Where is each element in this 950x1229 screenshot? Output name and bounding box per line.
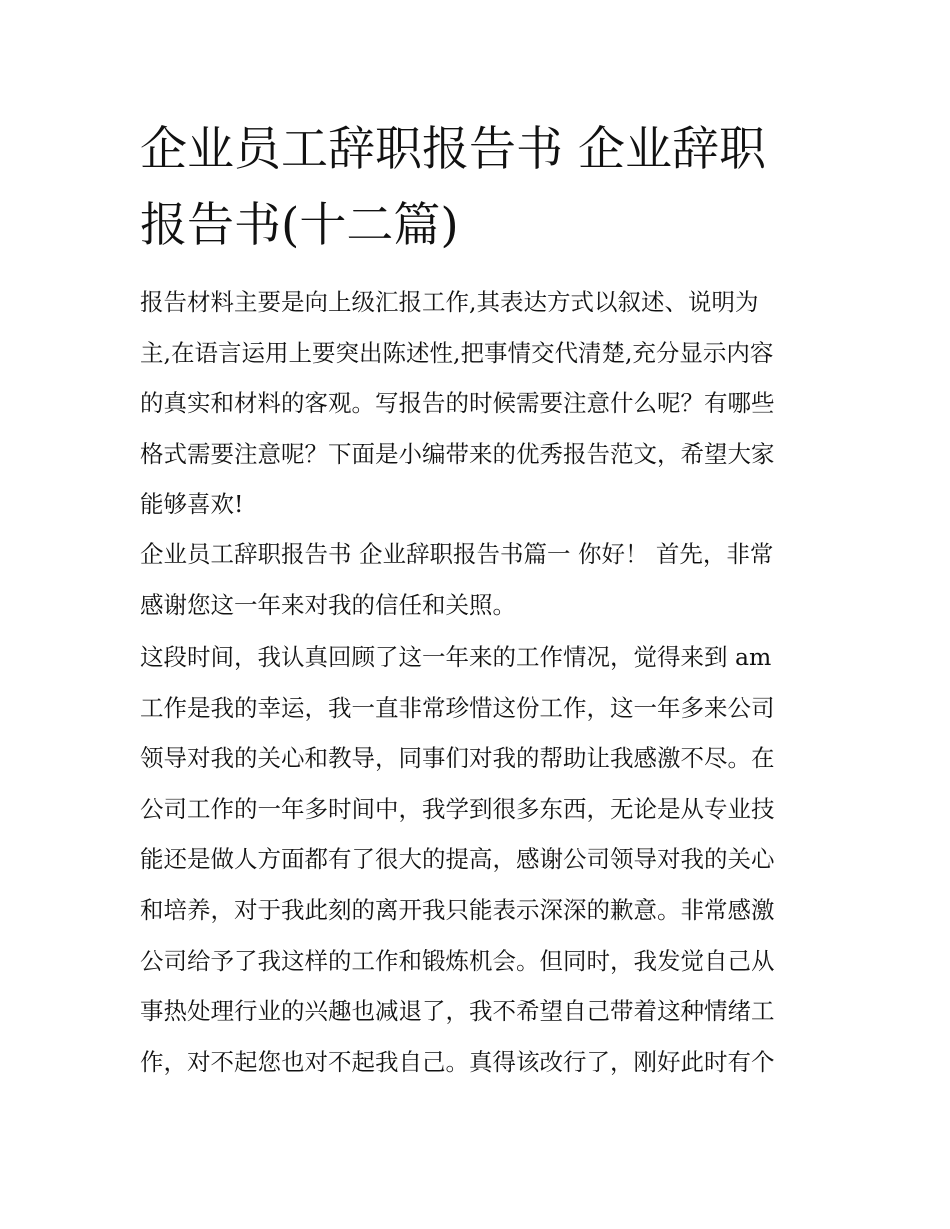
body-line-8: 事热处理行业的兴趣也减退了，我不希望自己带着这种情绪工 <box>140 997 775 1026</box>
document-title <box>140 112 820 264</box>
intro-line-4: 格式需要注意呢？下面是小编带来的优秀报告范文，希望大家 <box>140 439 775 468</box>
title-line-1: 企业员工辞职报告书 企业辞职 <box>140 122 766 177</box>
section-one-paragraph <box>140 529 820 630</box>
body-line-7: 公司给予了我这样的工作和锻炼机会。但同时，我发觉自己从 <box>140 946 775 975</box>
intro-line-5: 能够喜欢! <box>140 490 244 519</box>
body-line-3: 领导对我的关心和教导，同事们对我的帮助让我感激不尽。在 <box>140 744 775 773</box>
intro-line-2: 主,在语言运用上要突出陈述性,把事情交代清楚,充分显示内容 <box>140 338 774 367</box>
title-line-2: 报告书(十二篇) <box>140 198 459 253</box>
body-line-2: 工作是我的幸运，我一直非常珍惜这份工作，这一年多来公司 <box>140 693 775 722</box>
intro-line-1: 报告材料主要是向上级汇报工作,其表达方式以叙述、说明为 <box>140 288 759 316</box>
body-line-4: 公司工作的一年多时间中，我学到很多东西，无论是从专业技 <box>140 794 775 823</box>
intro-paragraph <box>140 277 820 530</box>
section-one-line-2: 感谢您这一年来对我的信任和关照。 <box>140 590 516 619</box>
body-paragraph <box>140 632 820 1087</box>
section-one-line-1: 企业员工辞职报告书 企业辞职报告书篇一 你好！ 首先，非常 <box>140 540 774 568</box>
body-line-1: 这段时间，我认真回顾了这一年来的工作情况，觉得来到 am <box>140 643 772 671</box>
intro-line-3: 的真实和材料的客观。写报告的时候需要注意什么呢？有哪些 <box>140 389 775 418</box>
body-line-9: 作，对不起您也对不起我自己。真得该改行了，刚好此时有个 <box>140 1047 775 1076</box>
body-line-6: 和培养，对于我此刻的离开我只能表示深深的歉意。非常感激 <box>140 895 775 924</box>
body-line-5: 能还是做人方面都有了很大的提高，感谢公司领导对我的关心 <box>140 845 775 874</box>
